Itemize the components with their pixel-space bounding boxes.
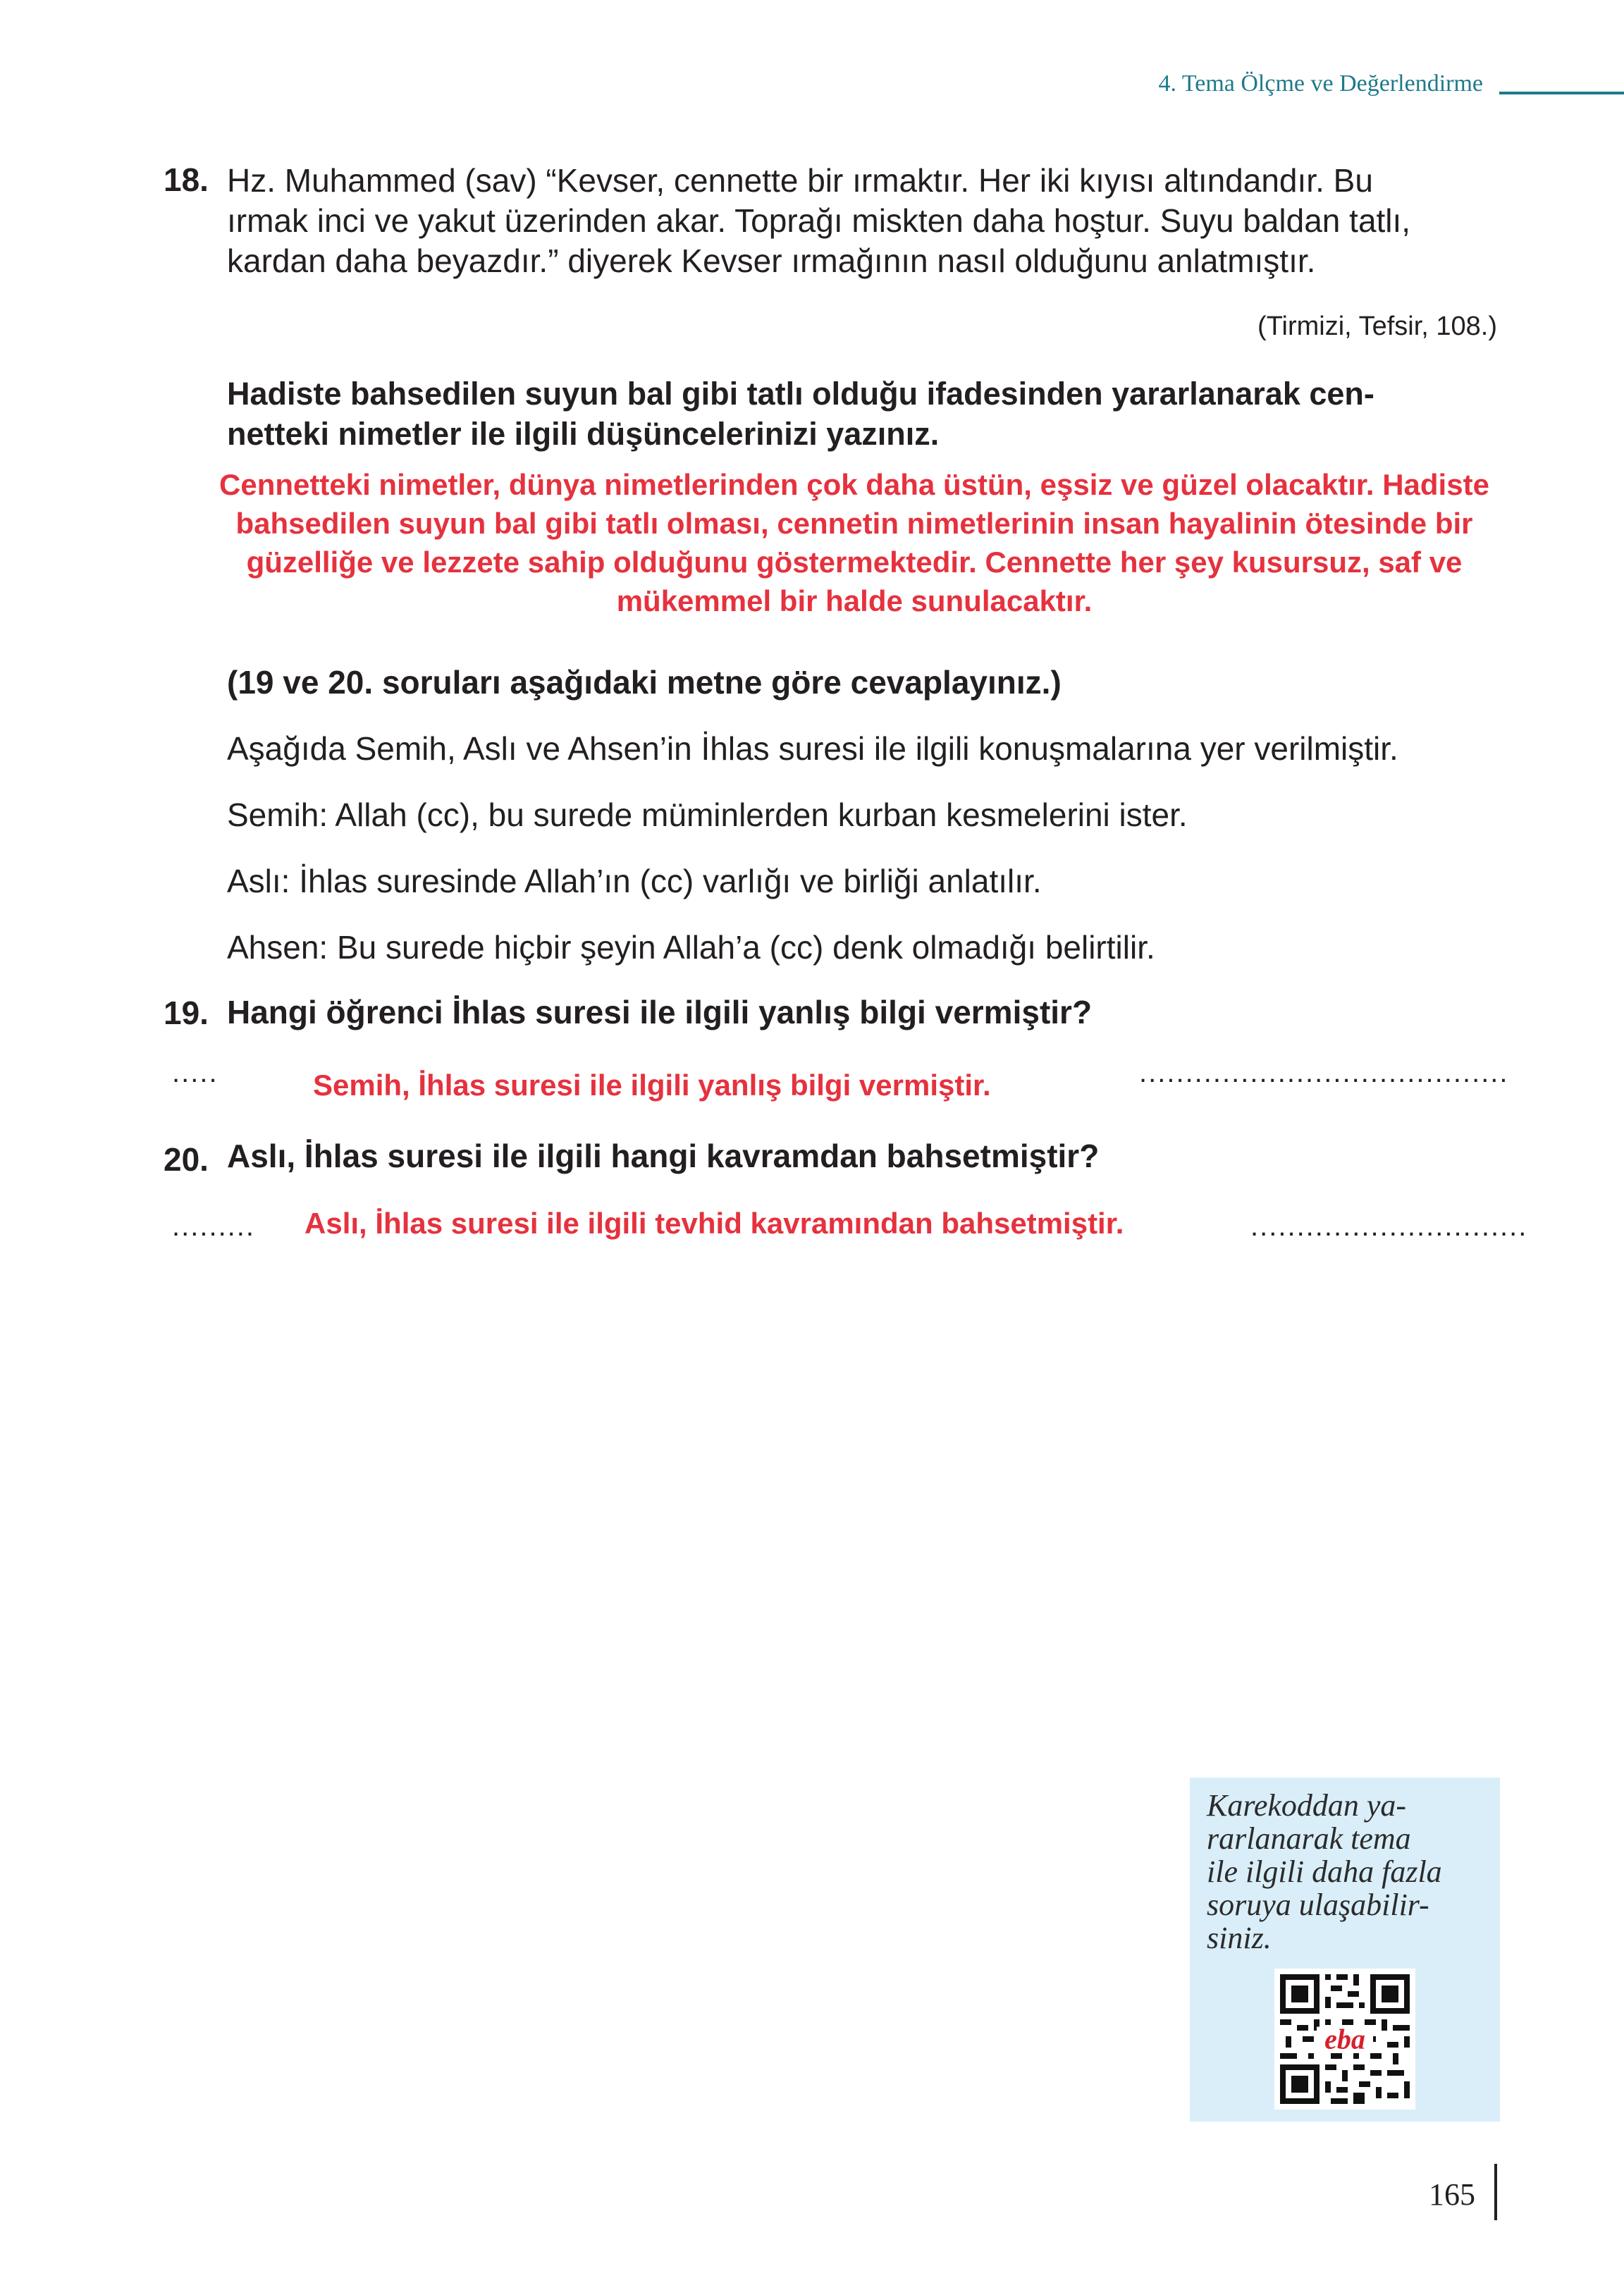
question-19-number: 19. [164,995,209,1031]
passage-asli: Aslı: İhlas suresinde Allah’ın (cc) varlığı ve birliği anlatılır. [227,863,1042,899]
hadith-source: (Tirmizi, Tefsir, 108.) [1257,312,1497,341]
qr-caption-line: Karekoddan ya- [1207,1788,1407,1823]
question-18-prompt-line: Hadiste bahsedilen suyun bal gibi tatlı olduğu ifadesinden yararlanarak cen- [227,376,1374,412]
answer-dots-right: ........................................ [1139,1057,1509,1088]
question-18-prompt [227,374,1503,454]
qr-caption-line: rarlanarak tema [1207,1821,1411,1856]
answer-line: güzelliğe ve lezzete sahip olduğunu göstermektedir. Cennette her şey kusursuz, saf ve [246,546,1463,579]
answer-dots-left: ......... [172,1211,256,1242]
question-20-text: Aslı, İhlas suresi ile ilgili hangi kavramdan bahsetmiştir? [227,1138,1100,1174]
answer-line: mükemmel bir halde sunulacaktır. [616,584,1093,617]
eba-logo-text: eba [1324,2023,1365,2055]
question-18-answer [164,465,1545,620]
question-18-prompt-line: netteki nimetler ile ilgili düşüncelerinizi yazınız. [227,416,940,452]
question-18-line: Hz. Muhammed (sav) “Kevser, cennette bir ırmaktır. Her iki kıyısı altındandır. Bu [227,162,1373,199]
qr-caption-line: ile ilgili daha fazla [1207,1854,1442,1889]
header-rule [1499,92,1624,94]
page-number-rule [1494,2164,1497,2220]
question-19-text: Hangi öğrenci İhlas suresi ile ilgili yanlış bilgi vermiştir? [227,994,1093,1030]
qr-caption-line: soruya ulaşabilir- [1207,1888,1429,1922]
page-number: 165 [1429,2177,1475,2212]
question-20-answer: Aslı, İhlas suresi ile ilgili tevhid kavramından bahsetmiştir. [304,1207,1124,1240]
qr-code-icon[interactable] [1274,1969,1415,2110]
answer-line: Cennetteki nimetler, dünya nimetlerinden çok daha üstün, eşsiz ve güzel olacaktır. Hadiste [219,468,1489,501]
passage-intro: Aşağıda Semih, Aslı ve Ahsen’in İhlas suresi ile ilgili konuşmalarına yer verilmiştir. [227,730,1398,767]
chapter-title: 4. Tema Ölçme ve Değerlendirme [1158,70,1483,97]
answer-line: bahsedilen suyun bal gibi tatlı olması, cennetin nimetlerinin insan hayalinin ötesinde bir [235,507,1473,540]
passage-instruction: (19 ve 20. soruları aşağıdaki metne göre cevaplayınız.) [227,664,1062,701]
question-19-answer: Semih, İhlas suresi ile ilgili yanlış bilgi vermiştir. [313,1069,991,1102]
qr-caption [1207,1789,1489,1954]
question-18-line: ırmak inci ve yakut üzerinden akar. Toprağı miskten daha hoştur. Suyu baldan tatlı, [227,202,1411,239]
question-18-text [227,161,1496,281]
answer-dots-right: .............................. [1250,1211,1528,1242]
question-18-line: kardan daha beyazdır.” diyerek Kevser ırmağının nasıl olduğunu anlatmıştır. [227,242,1316,279]
passage-semih: Semih: Allah (cc), bu surede müminlerden kurban kesmelerini ister. [227,796,1188,833]
question-20-number: 20. [164,1141,209,1178]
answer-dots-left: ..... [172,1057,219,1088]
passage-ahsen: Ahsen: Bu surede hiçbir şeyin Allah’a (cc) denk olmadığı belirtilir. [227,929,1155,966]
qr-caption-line: siniz. [1207,1921,1272,1955]
question-18-number: 18. [164,161,209,198]
